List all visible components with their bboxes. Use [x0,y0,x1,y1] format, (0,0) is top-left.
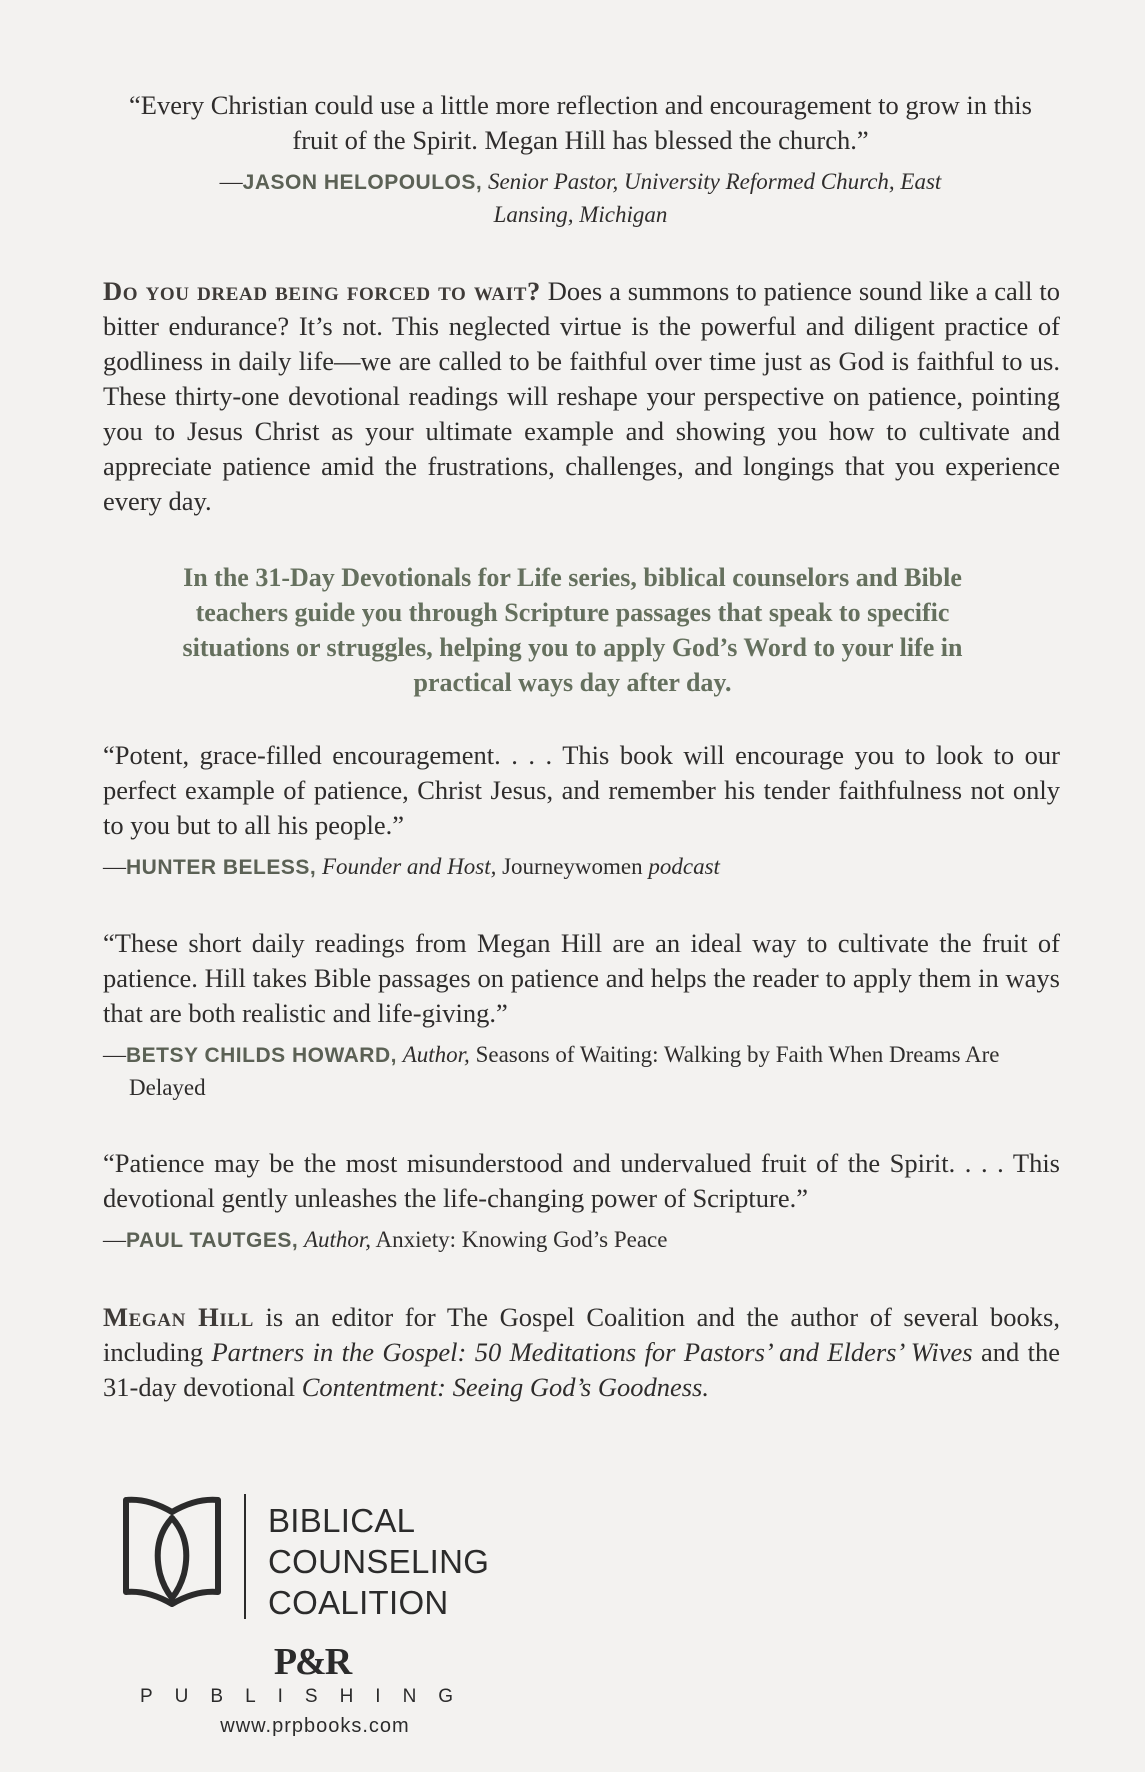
bcc-logo-text [268,1500,489,1623]
endorser-role: Author, [303,1227,372,1252]
endorsement-text: “Potent, grace-filled encouragement. . . . This book will encourage you to look to our perfect example of patience, Christ Jesus, and remember his tender faithfulness not only to you but to all his people.” [103,740,1060,840]
endorsement-helopoulos [118,88,1043,231]
blurb-lead: Do you dread being forced to wait? [103,276,541,306]
endorsement-howard [103,926,1060,1104]
author-name: Megan Hill [103,1302,254,1332]
endorser-work: Anxiety: Knowing God’s Peace [375,1227,668,1252]
endorsement-text: “Every Christian could use a little more reflection and encouragement to grow in this fruit of the Spirit. Megan Hill has blessed the church.” [129,90,1032,155]
endorsement-attribution [118,166,1043,231]
series-description: In the 31-Day Devotionals for Life series, biblical counselors and Bible teachers guide you through Scripture passages that speak to specific situations or struggles, helping you to apply God’s Word to your life in practical ways day after day. [182,563,963,697]
publisher-url: www.prpbooks.com [220,1715,410,1737]
pr-logo: P&R [273,1641,351,1683]
endorsement-tautges [103,1146,1060,1257]
endorsement-text: “These short daily readings from Megan Hill are an ideal way to cultivate the fruit of patience. Hill takes Bible passages on patience and helps the reader to apply them in ways that are both realistic and life-giving.” [103,928,1060,1028]
description-blurb [103,274,1060,519]
endorser-name: BETSY CHILDS HOWARD, [126,1044,397,1067]
endorsement-beless [103,738,1060,884]
logo-divider [244,1494,246,1619]
bcc-line-1: BIBLICAL [268,1502,416,1539]
dash: — [103,1042,126,1067]
book-title-2: Contentment: Seeing God’s Goodness. [301,1372,709,1402]
open-book-logo-icon [122,1494,222,1609]
endorsement-attribution [103,1039,1060,1104]
endorser-work-suffix: podcast [648,854,720,879]
endorsement-text: “Patience may be the most misunderstood and undervalued fruit of the Spirit. . . . This devotional gently unleashes the life-changing power of Scripture.” [103,1148,1060,1213]
endorser-name: PAUL TAUTGES, [126,1229,299,1252]
bcc-line-3: COALITION [268,1584,449,1621]
endorsement-attribution [103,851,1060,884]
endorser-role: Senior Pastor, University Reformed Church, East Lansing, Michigan [487,169,942,227]
endorser-role: Author, [402,1042,470,1067]
blurb-text: Does a summons to patience sound like a call to bitter endurance? It’s not. This neglected virtue is the powerful and diligent practice of godliness in daily life—we are called to be faithful over time just as God is faithful to us. These thirty-one devotional readings will reshape your perspective on patience, pointing you to Jesus Christ as your ultimate example and showing you how to cultivate and appreciate patience amid the frustrations, challenges, and longings that you experience every day. [103,276,1060,516]
publishing-wordmark: PUBLISHING [140,1686,476,1707]
bcc-line-2: COUNSELING [268,1543,490,1580]
dash: — [219,169,243,194]
endorser-name: JASON HELOPOULOS, [242,171,483,194]
endorser-name: HUNTER BELESS, [126,856,317,879]
endorser-role: Founder and Host, [321,854,497,879]
bio-text-2: and the 31-day devotional [103,1337,1060,1402]
bio-text-1: is an editor for The Gospel Coalition and the author of several books, including [103,1302,1060,1367]
book-title-1: Partners in the Gospel: 50 Meditations for Pastors’ and Elders’ Wives [211,1337,973,1367]
dash: — [103,1227,126,1252]
endorsement-attribution [103,1224,1060,1257]
dash: — [103,854,126,879]
author-bio [103,1300,1060,1405]
endorser-work: Seasons of Waiting: Walking by Faith When Dreams Are Delayed [129,1042,1000,1100]
endorser-work: Journeywomen [502,854,643,879]
